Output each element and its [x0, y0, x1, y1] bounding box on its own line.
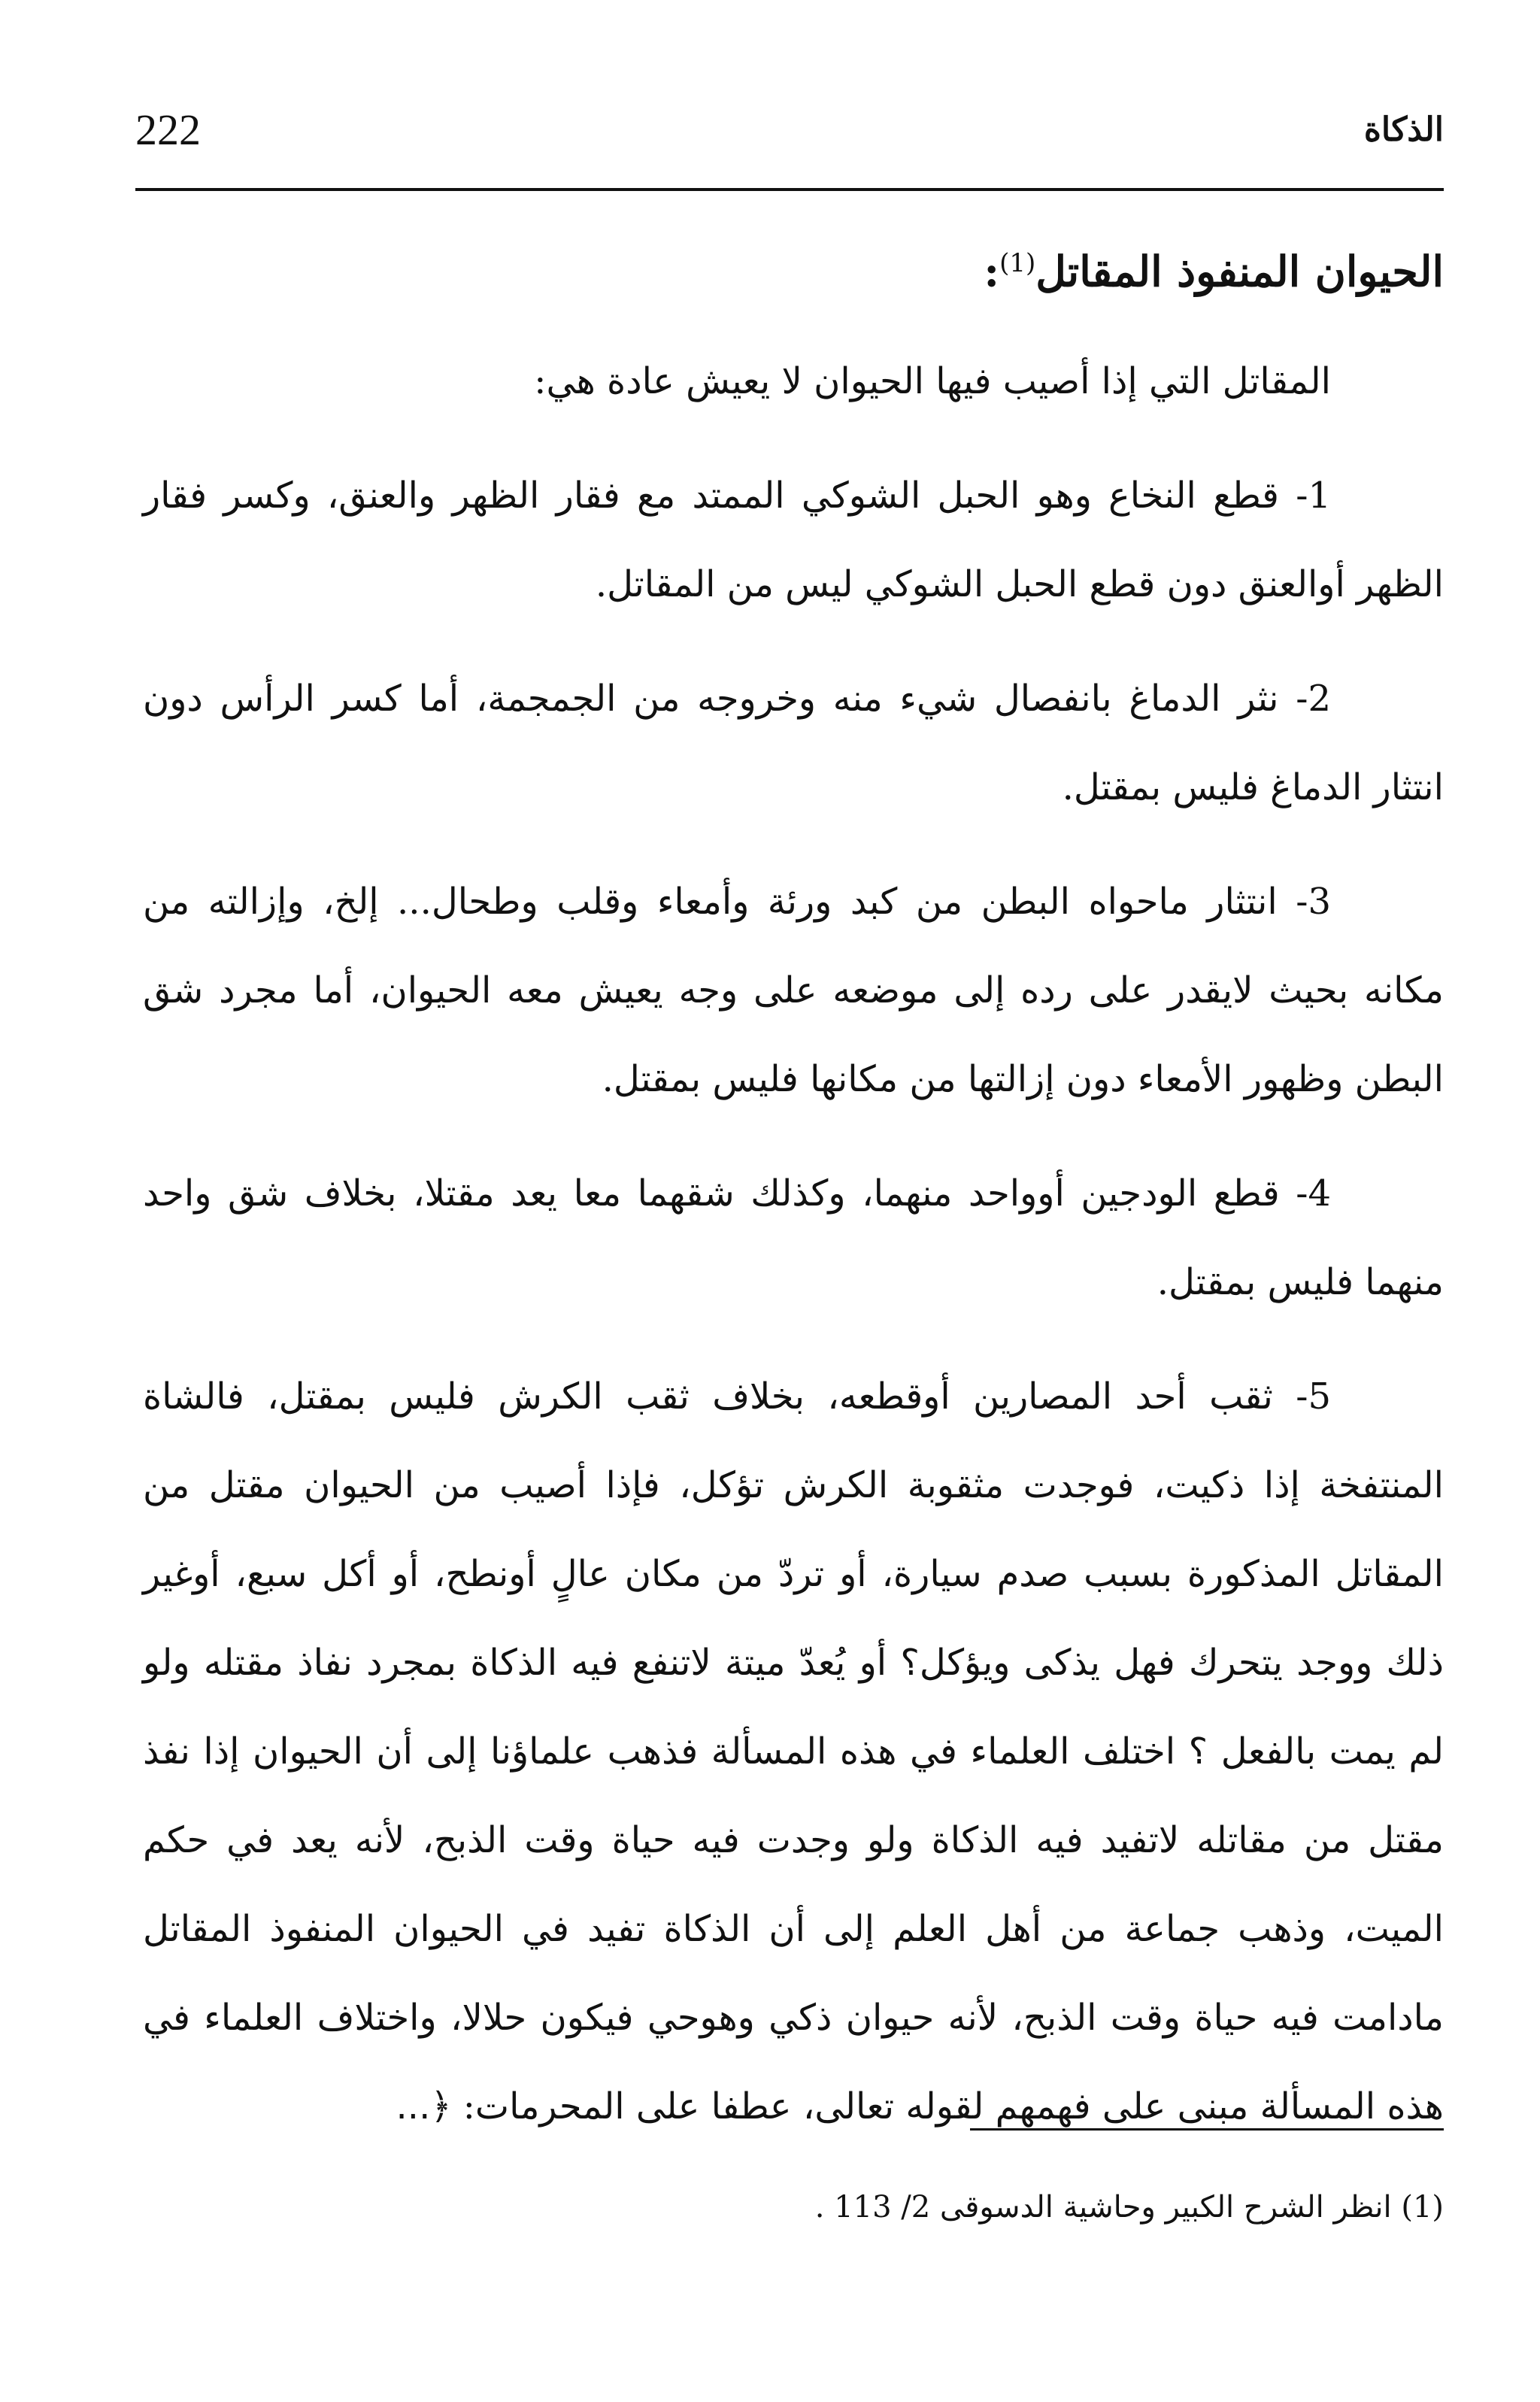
header-rule — [135, 188, 1444, 191]
paragraph-item-5 — [143, 1352, 1444, 2151]
paragraph-item-1: 1- قطع النخاع وهو الحبل الشوكي الممتد مع فقار الظهر والعنق، وكسر فقار الظهر أوالعنق دون قطع الحبل الشوكي ليس من المقاتل. — [143, 474, 1444, 605]
page-header — [135, 96, 1444, 164]
quranic-bracket-icon: ﴿... — [396, 2085, 452, 2128]
footnote-reference: (1) — [999, 248, 1036, 278]
section-heading-text: الحيوان المنفوذ المقاتل — [1035, 247, 1444, 297]
page-body — [143, 218, 1444, 2176]
footnote-marker: (1) — [1401, 2190, 1444, 2225]
footnote — [677, 2166, 1444, 2249]
page-number: 222 — [135, 105, 201, 154]
footnote-text: انظر الشرح الكبير وحاشية الدسوقى 2/ 113 . — [814, 2190, 1392, 2225]
heading-colon: : — [984, 247, 1000, 297]
running-title: الذكاة — [1363, 111, 1444, 149]
paragraph-item-5-text: 5- ثقب أحد المصارين أوقطعه، بخلاف ثقب الكرش فليس بمقتل، فالشاة المنتفخة إذا ذكيت، فوجدت مثقوبة الكرش تؤكل، فإذا أصيب من الحيوان مقتل من المقاتل المذكورة بسبب صدم سيارة، أو تردّ من مكان عالٍ أونطح، أو أكل سبع، أوغير ذلك ووجد يتحرك فهل يذكى ويؤكل؟ أو يُعدّ ميتة لاتنفع فيه الذكاة بمجرد نفاذ مقتله ولو لم يمت بالفعل ؟ اختلف العلماء في هذه المسألة فذهب علماؤنا إلى أن الحيوان إذا نفذ مقتل من مقاتله لاتفيد فيه الذكاة ولو وجدت فيه حياة وقت الذبح، لأنه يعد في حكم الميت، وذهب جماعة من أهل العلم إلى أن الذكاة تفيد في الحيوان المنفوذ المقاتل مادامت فيه حياة وقت الذبح، لأنه حيوان ذكي وهوحي فيكون حلالا، واختلاف العلماء في هذه المسألة مبنى على فهمهم لقوله تعالى، عطفا على المحرمات: — [143, 1375, 1445, 2128]
intro-paragraph: المقاتل التي إذا أصيب فيها الحيوان لا يعيش عادة هي: — [534, 359, 1331, 402]
paragraph-item-3: 3- انتثار ماحواه البطن من كبد ورئة وأمعاء وقلب وطحال... إلخ، وإزالته من مكانه بحيث لايقدر على رده إلى موضعه على وجه يعيش معه الحيوان، أما مجرد شق البطن وظهور الأمعاء دون إزالتها من مكانها فليس بمقتل. — [143, 880, 1444, 1100]
section-heading — [143, 218, 1444, 317]
paragraph-item-4: 4- قطع الودجين أوواحد منهما، وكذلك شقهما معا يعد مقتلا، بخلاف شق واحد منهما فليس بمقتل. — [143, 1172, 1444, 1303]
footnote-rule — [970, 2128, 1444, 2131]
paragraph-item-2: 2- نثر الدماغ بانفصال شيء منه وخروجه من الجمجمة، أما كسر الرأس دون انتثار الدماغ فليس بمقتل. — [143, 677, 1444, 808]
